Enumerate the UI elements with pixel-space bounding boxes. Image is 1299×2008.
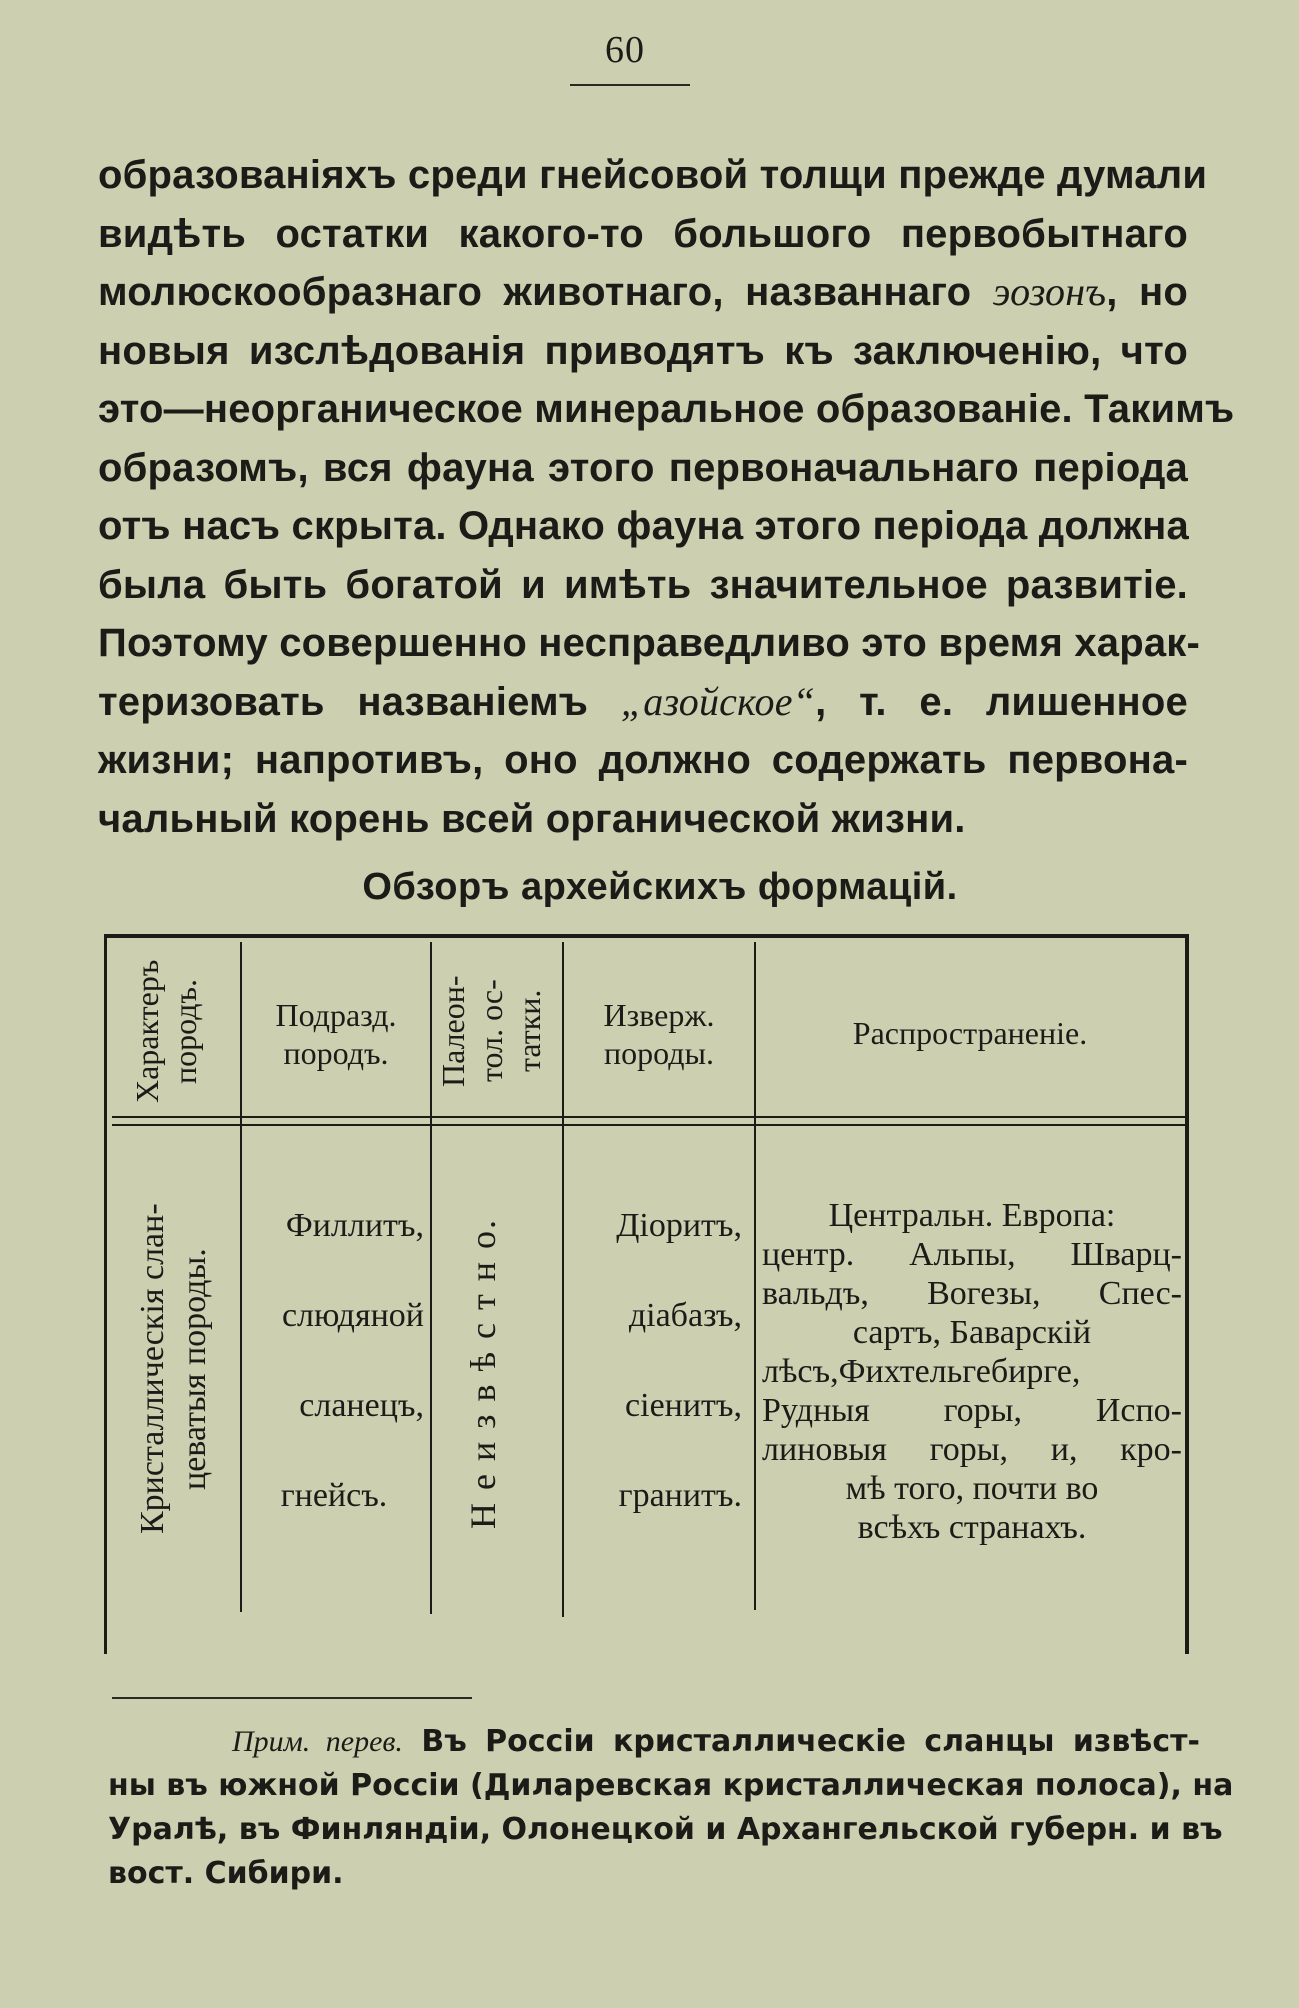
footnote-line (108, 1720, 1200, 1764)
header-igneous: Изверж. породы. (603, 997, 715, 1071)
table-right-rule (1185, 934, 1189, 1654)
paragraph-line: новыя изслѣдованiя приводятъ къ заключенiю, что (98, 328, 1188, 373)
paragraph-line: образомъ, вся фауна этого первоначальнаго перiода (98, 445, 1188, 490)
distribution-line: линовыя горы, и, кро- (762, 1431, 1182, 1468)
distribution-line: Рудныя горы, Испо- (762, 1392, 1182, 1429)
azoic-term: „азойское“ (620, 678, 816, 724)
distribution-line: мѣ того, почти во (845, 1470, 1099, 1507)
paragraph-line: видѣть остатки какого-то большого первобытнаго (98, 211, 1188, 256)
paragraph-line: чальный корень всей органической жизни. (98, 796, 966, 841)
igneous-item: Дiоритъ, (616, 1207, 742, 1244)
header-paleo: Палеон- тол. ос- татки. (435, 975, 547, 1087)
paragraph-line: Поэтому совершенно несправедливо это время харак- (98, 621, 1201, 665)
distribution-line: лѣсъ,Фихтельгебирге, (762, 1353, 1081, 1390)
subdivision-item: Филлитъ, (285, 1207, 424, 1244)
footnote-line-text: Въ Россiи кристаллическiе сланцы извѣст- (402, 1724, 1201, 1759)
igneous-item: сiенитъ, (625, 1387, 742, 1424)
paragraph-line-tail: , но (1106, 270, 1188, 314)
cell-distribution (762, 1196, 1182, 1547)
footnote-label: Прим. перев. (232, 1725, 403, 1758)
igneous-item: гранитъ. (618, 1477, 742, 1514)
eozoon-term: эозонъ (992, 269, 1107, 314)
footnote (108, 1720, 1234, 1896)
column-rule (562, 942, 564, 1617)
distribution-line: всѣхъ странахъ. (857, 1509, 1087, 1546)
header-rule-2 (112, 1124, 1186, 1126)
header-rule-1 (112, 1116, 1186, 1118)
cell-igneous (566, 1206, 742, 1566)
subdivision-item: гнейсъ. (280, 1477, 388, 1514)
column-rule (240, 942, 242, 1612)
footnote-rule (112, 1697, 472, 1699)
cell-subdivision (244, 1206, 424, 1566)
subdivision-item: слюдяной (281, 1297, 424, 1334)
column-rule (754, 942, 756, 1610)
table-top-rule (104, 934, 1189, 938)
paragraph-line (98, 263, 1188, 322)
header-character: Характеръ породъ. (129, 959, 203, 1104)
table-left-rule (104, 934, 107, 1654)
footnote-line: ны въ южной Россiи (Диларевская кристаллическая полоса), на (108, 1768, 1234, 1803)
archean-formations-table (104, 934, 1189, 1654)
page-number-rule (570, 84, 690, 86)
page-number: 60 (605, 29, 645, 71)
paragraph-line (98, 673, 1188, 732)
body-paragraph (98, 146, 1235, 848)
footnote-line: вост. Сибири. (108, 1856, 344, 1891)
subdivision-item: сланецъ, (299, 1387, 424, 1424)
paragraph-line-text: молюскообразнаго животнаго, названнаго (98, 270, 993, 314)
paragraph-line: была быть богатой и имѣть значительное развитiе. (98, 562, 1188, 607)
paragraph-line: отъ насъ скрыта. Однако фауна этого перiода должна (98, 504, 1189, 548)
column-rule (430, 942, 432, 1614)
distribution-line: центр. Альпы, Шварц- (762, 1236, 1182, 1273)
cell-paleo: Н е и з в ѣ с т н о. (463, 1218, 503, 1530)
distribution-line: сартъ, Баварскiй (852, 1314, 1092, 1351)
paragraph-line-tail: , т. е. лишенное (815, 679, 1188, 724)
footnote-line: Уралѣ, въ Финляндiи, Олонецкой и Архангельской губерн. и въ (108, 1812, 1223, 1847)
igneous-item: дiабазъ, (628, 1297, 742, 1334)
paragraph-line: это—неорганическое минеральное образованiе. Такимъ (98, 387, 1235, 431)
paragraph-line-text: теризовать названiемъ (98, 679, 621, 724)
table-title: Обзоръ архейскихъ формацiй. (362, 866, 958, 908)
header-distribution: Распространенiе. (852, 1015, 1088, 1051)
distribution-line: вальдъ, Вогезы, Спес- (762, 1275, 1182, 1312)
paragraph-line: образованiяхъ среди гнейсовой толщи прежде думали (98, 153, 1208, 197)
header-subdivision: Подразд. породъ. (275, 997, 397, 1071)
paragraph-line: жизни; напротивъ, оно должно содержать первона- (98, 738, 1188, 782)
distribution-line: Центральн. Европа: (828, 1197, 1116, 1234)
cell-character: Кристаллическiя слан- цеватыя породы. (134, 1203, 213, 1535)
